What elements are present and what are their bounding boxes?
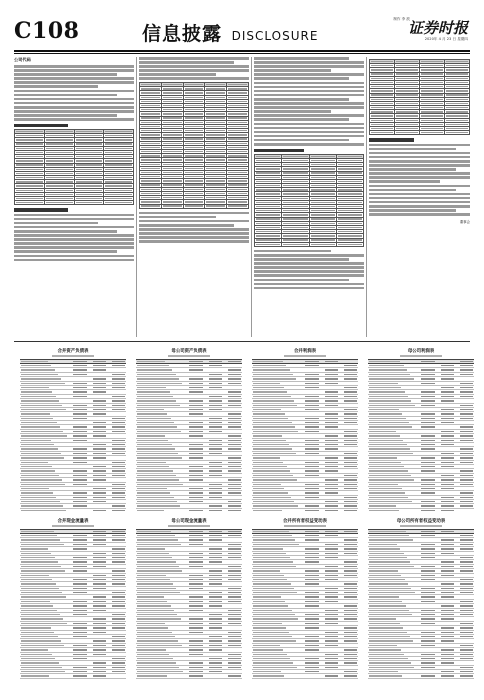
statement-table: [252, 359, 358, 512]
text-line: [369, 164, 470, 167]
table-cell: [370, 131, 395, 135]
text-line: [139, 73, 216, 76]
text-line: [369, 201, 470, 204]
text-line: [139, 236, 249, 239]
text-line: [139, 61, 234, 64]
text-line: [139, 228, 249, 231]
table-cell: [309, 242, 336, 246]
text-line: [369, 185, 470, 188]
text-line: [254, 127, 364, 130]
text-line: [254, 61, 364, 64]
text-line: [254, 135, 364, 138]
statement-table: [20, 529, 126, 680]
table-cell: [436, 678, 455, 680]
statement-subtitle: [168, 525, 210, 527]
table-cell: [301, 678, 320, 680]
signature: 董事会: [459, 219, 470, 224]
statement-table: [20, 359, 126, 512]
text-line: [369, 172, 470, 175]
text-line: [14, 69, 134, 72]
table-cell: [320, 678, 339, 680]
statement-subtitle: [284, 355, 326, 357]
table-cell: [445, 131, 470, 135]
subheading: [14, 124, 68, 127]
statement-panel: [20, 348, 126, 512]
table-cell: [88, 508, 107, 512]
table-cell: [417, 678, 436, 680]
column-divider: [136, 57, 137, 337]
column-divider: [366, 57, 367, 337]
text-line: [139, 240, 249, 243]
table-row: [20, 678, 126, 680]
text-line: [14, 226, 134, 229]
table-cell: [44, 201, 74, 205]
text-line: [139, 216, 216, 219]
masthead-rule-thin: [14, 53, 470, 54]
table-row: [252, 508, 358, 512]
data-table: [139, 82, 249, 209]
table-cell: [368, 508, 417, 512]
text-line: [254, 102, 364, 105]
text-line: [14, 218, 134, 221]
table-cell: [161, 204, 183, 208]
text-line: [14, 98, 134, 101]
text-line: [254, 57, 349, 60]
text-column-2: [139, 57, 249, 337]
text-line: [14, 246, 134, 249]
text-line: [254, 65, 364, 68]
text-column-3: [254, 57, 364, 337]
statement-subtitle: [284, 525, 326, 527]
table-cell: [417, 508, 436, 512]
notice-title: 公司代码: [14, 57, 31, 62]
text-line: [254, 86, 364, 89]
statement-subtitle: [168, 355, 210, 357]
subheading: [14, 208, 68, 211]
text-line: [369, 205, 470, 208]
statement-subtitle: [52, 525, 94, 527]
statement-table: [368, 359, 474, 512]
statement-title: 合并所有者权益变动表: [283, 519, 327, 524]
text-line: [254, 287, 364, 290]
masthead-rule: [14, 50, 470, 52]
statement-title: 母公司资产负债表: [171, 349, 207, 354]
statement-panel: [136, 348, 242, 512]
table-cell: [185, 678, 204, 680]
table-row: [20, 508, 126, 512]
text-line: [254, 110, 331, 113]
newspaper-logo: 证券时报: [407, 19, 468, 37]
table-cell: [368, 678, 417, 680]
text-column-4: [369, 57, 470, 337]
text-line: [254, 250, 331, 253]
statement-table: [368, 529, 474, 680]
text-line: [254, 131, 364, 134]
table-cell: [20, 678, 69, 680]
text-line: [369, 189, 456, 192]
text-line: [254, 106, 364, 109]
text-line: [14, 73, 117, 76]
statement-title: 合并现金流量表: [57, 519, 89, 524]
text-line: [369, 144, 470, 147]
table-row: [368, 508, 474, 512]
text-column-1: [14, 57, 134, 337]
table-row: [255, 242, 364, 246]
text-line: [369, 209, 456, 212]
table-cell: [320, 508, 339, 512]
subheading: [254, 149, 304, 152]
statement-title: 母公司利润表: [407, 349, 435, 354]
table-cell: [455, 508, 474, 512]
statement-subtitle: [52, 355, 94, 357]
statement-panel: [20, 518, 126, 680]
table-cell: [69, 508, 88, 512]
section-title-cn: 信息披露: [142, 23, 223, 45]
text-line: [369, 213, 470, 216]
table-cell: [204, 508, 223, 512]
table-cell: [15, 201, 45, 205]
text-line: [369, 176, 470, 179]
text-line: [14, 250, 117, 253]
text-line: [14, 114, 117, 117]
table-row: [136, 678, 242, 680]
text-line: [14, 234, 134, 237]
statement-title: 合并资产负债表: [57, 349, 89, 354]
text-line: [14, 230, 117, 233]
text-line: [254, 118, 349, 121]
editor-line: 制作 李 波: [393, 17, 410, 21]
table-row: [15, 201, 134, 205]
text-line: [369, 168, 456, 171]
text-line: [254, 73, 364, 76]
text-line: [14, 110, 134, 113]
text-line: [14, 118, 134, 121]
statement-title: 合并利润表: [294, 349, 316, 354]
text-line: [369, 160, 470, 163]
table-cell: [252, 678, 301, 680]
table-row: [368, 678, 474, 680]
masthead: [14, 15, 470, 49]
text-line: [254, 283, 364, 286]
text-line: [14, 238, 134, 241]
table-cell: [395, 131, 420, 135]
text-line: [254, 69, 331, 72]
text-line: [369, 152, 470, 155]
text-line: [14, 81, 134, 84]
table-cell: [88, 678, 107, 680]
issue-date: 2020年 4 月 23 日 星期四: [424, 37, 468, 41]
data-table: [369, 59, 470, 135]
statement-table: [136, 359, 242, 512]
data-table: [254, 154, 364, 247]
statement-panel: [252, 518, 358, 680]
text-line: [139, 220, 249, 223]
text-line: [14, 102, 134, 105]
table-cell: [107, 678, 126, 680]
table-cell: [69, 678, 88, 680]
text-line: [369, 197, 470, 200]
text-line: [254, 114, 364, 117]
table-row: [252, 678, 358, 680]
table-row: [140, 204, 249, 208]
text-line: [369, 193, 470, 196]
statement-panel: [368, 348, 474, 512]
text-line: [14, 65, 134, 68]
page-number: C108: [14, 18, 80, 44]
text-line: [254, 279, 349, 282]
table-cell: [282, 242, 309, 246]
table-cell: [204, 678, 223, 680]
text-line: [14, 222, 98, 225]
text-line: [254, 98, 349, 101]
statement-panel: [136, 518, 242, 680]
table-cell: [336, 242, 363, 246]
text-line: [254, 143, 364, 146]
table-cell: [223, 678, 242, 680]
statement-title: 母公司现金流量表: [171, 519, 207, 524]
statement-subtitle: [400, 525, 442, 527]
table-cell: [252, 508, 301, 512]
statement-panel: [368, 518, 474, 680]
text-line: [139, 224, 234, 227]
text-line: [254, 254, 364, 257]
table-cell: [436, 508, 455, 512]
text-line: [14, 77, 134, 80]
statement-panel: [252, 348, 358, 512]
text-line: [254, 258, 349, 261]
text-line: [139, 212, 249, 215]
text-line: [254, 266, 364, 269]
table-cell: [183, 204, 205, 208]
statement-subtitle: [400, 355, 442, 357]
text-line: [369, 156, 470, 159]
table-cell: [107, 508, 126, 512]
data-table: [14, 129, 134, 205]
text-line: [254, 94, 364, 97]
text-line: [254, 270, 364, 273]
table-cell: [255, 242, 282, 246]
text-line: [254, 82, 364, 85]
text-line: [139, 232, 249, 235]
text-line: [14, 106, 134, 109]
text-line: [139, 65, 249, 68]
table-cell: [74, 201, 104, 205]
text-line: [369, 180, 440, 183]
text-line: [139, 57, 249, 60]
table-cell: [227, 204, 249, 208]
table-cell: [140, 204, 162, 208]
table-cell: [339, 508, 358, 512]
table-cell: [136, 508, 185, 512]
table-cell: [301, 508, 320, 512]
table-cell: [455, 678, 474, 680]
statement-table: [136, 529, 242, 680]
table-cell: [205, 204, 227, 208]
table-cell: [20, 508, 69, 512]
table-cell: [185, 508, 204, 512]
text-line: [14, 242, 134, 245]
text-line: [254, 123, 364, 126]
table-cell: [339, 678, 358, 680]
subheading: [369, 138, 414, 141]
table-cell: [136, 678, 185, 680]
text-line: [254, 274, 364, 277]
text-line: [139, 77, 249, 80]
section-title: [142, 19, 318, 46]
column-divider: [251, 57, 252, 337]
section-title-en: DISCLOSURE: [231, 29, 319, 43]
text-line: [254, 262, 364, 265]
statement-table: [252, 529, 358, 680]
statement-title: 母公司所有者权益变动表: [396, 519, 446, 524]
text-line: [14, 90, 134, 93]
text-line: [14, 94, 117, 97]
text-line: [14, 259, 134, 262]
table-cell: [104, 201, 134, 205]
section-divider: [14, 341, 470, 342]
text-line: [254, 139, 349, 142]
table-cell: [223, 508, 242, 512]
text-line: [139, 69, 249, 72]
table-row: [370, 131, 470, 135]
text-line: [14, 255, 134, 258]
table-row: [136, 508, 242, 512]
text-line: [14, 85, 98, 88]
text-line: [14, 214, 134, 217]
text-line: [254, 90, 364, 93]
table-cell: [420, 131, 445, 135]
text-line: [369, 148, 456, 151]
text-line: [254, 77, 349, 80]
